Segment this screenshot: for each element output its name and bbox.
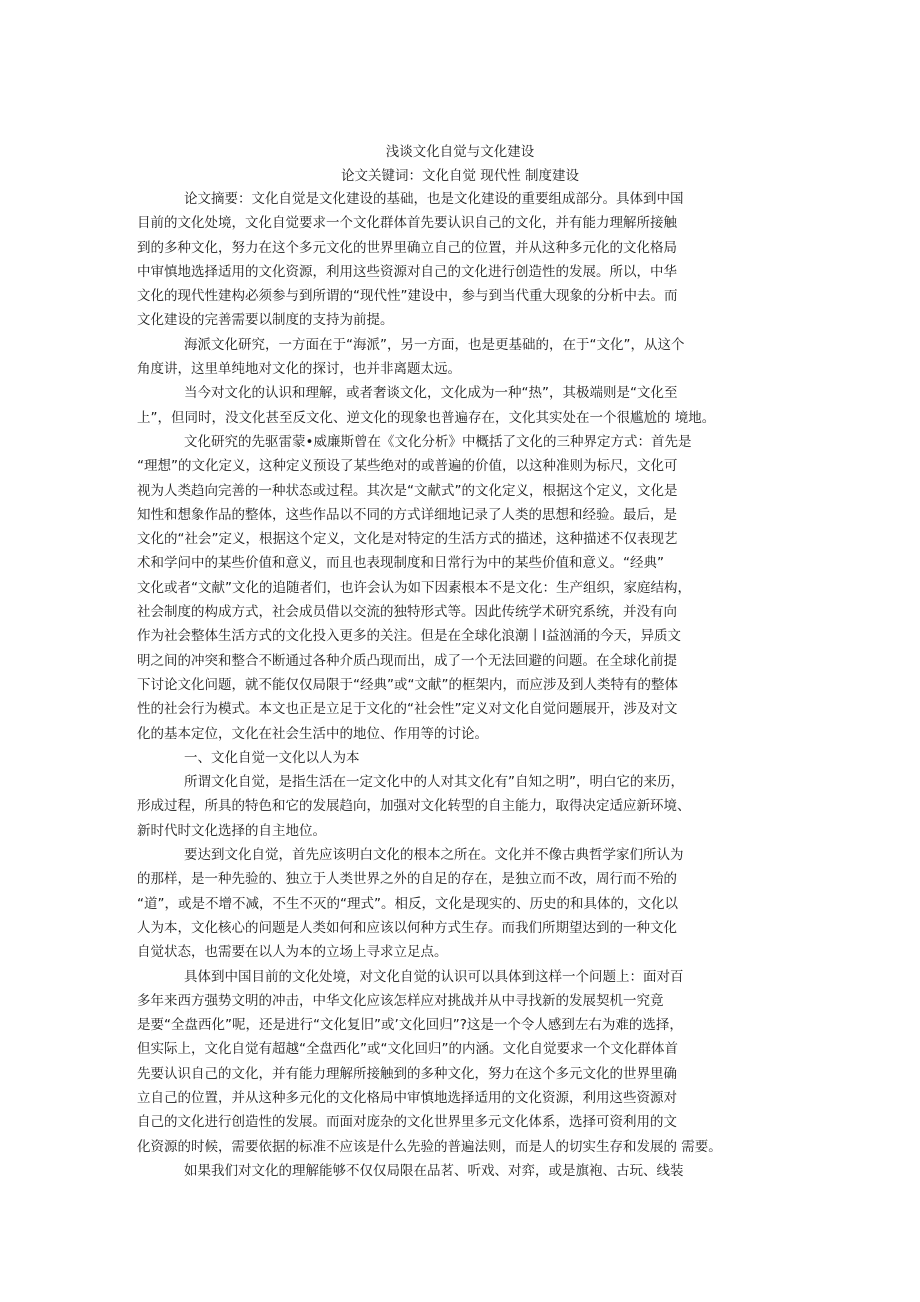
paragraph-line: 知性和想象作品的整体，这些作品以不同的方式详细地记录了人类的思想和经验。最后，是 xyxy=(137,506,677,523)
paragraph-line: 目前的文化处境，文化自觉要求一个文化群体首先要认识自己的文化，并有能力理解所接触 xyxy=(137,215,677,232)
paragraph-first-line: 当今对文化的认识和理解，或者奢谈文化，文化成为一种“热”，其极端则是“文化至 xyxy=(184,385,678,402)
paragraph-line: 性的社会行为模式。本文也正是立足于文化的“社会性”定义对文化自觉问题展开，涉及对文 xyxy=(137,701,678,718)
paragraph-line: 化资源的时候，需要依据的标准不应该是什么先验的普遍法则，而是人的切实生存和发展的 需要。 xyxy=(137,1138,722,1155)
document-body xyxy=(0,187,920,1183)
paragraph-line: 形成过程，所具的特色和它的发展趋向，加强对文化转型的自主能力，取得决定适应新环境、 xyxy=(137,798,691,815)
paragraph-line: 但实际上，文化自觉有超越“全盘西化”或“文化回归”的内涵。文化自觉要求一个文化群体首 xyxy=(137,1041,678,1058)
paragraph-line: 自觉状态，也需要在以人为本的立场上寻求立足点。 xyxy=(137,944,448,961)
paragraph-line: 角度讲，这里单纯地对文化的探讨，也并非离题太远。 xyxy=(137,361,461,378)
paragraph-line: “道”，或是不增不减，不生不灭的“理式”。相反，文化是现实的、历史的和具体的，文化以 xyxy=(137,895,678,912)
paragraph-line: 化的基本定位，文化在社会生活中的地位、作用等的讨论。 xyxy=(137,725,488,742)
paragraph-first-line: 一、文化自觉一文化以人为本 xyxy=(184,749,360,766)
paragraph-first-line: 论文摘要：文化自觉是文化建设的基础，也是文化建设的重要组成部分。具体到中国 xyxy=(184,191,684,207)
paragraph-line: “理想”的文化定义，这种定义预设了某些绝对的或普遍的价值，以这种准则为标尺，文化可 xyxy=(137,458,678,475)
paragraph-line: 是要“全盘西化”呢，还是进行“文化复旧”或’文化回归”?这是一个令人感到左右为难的选择， xyxy=(137,1017,683,1034)
paragraph-line: 立自己的位置，并从这种多元化的文化格局中审慎地选择适用的文化资源，利用这些资源对 xyxy=(137,1089,677,1106)
paragraph-line: 社会制度的构成方式，社会成员借以交流的独特形式等。因此传统学术研究系统，并没有向 xyxy=(137,604,677,621)
paragraph-line: 上”，但同时，没文化甚至反文化、逆文化的现象也普遍存在，文化其实处在一个很尴尬的 境地。 xyxy=(137,409,716,426)
paragraph-first-line: 如果我们对文化的理解能够不仅仅局限在品茗、听戏、对弈，或是旗袍、古玩、线装 xyxy=(184,1162,684,1179)
paragraph-first-line: 具体到中国目前的文化处境，对文化自觉的认识可以具体到这样一个问题上：面对百 xyxy=(184,968,684,985)
paragraph-first-line: 要达到文化自觉，首先应该明白文化的根本之所在。文化并不像古典哲学家们所认为 xyxy=(184,847,684,864)
paragraph-line: 视为人类趋向完善的一种状态或过程。其次是“文献式”的文化定义，根据这个定义，文化是 xyxy=(137,482,678,499)
paragraph-line: 中审慎地选择适用的文化资源，利用这些资源对自己的文化进行创造性的发展。所以，中华 xyxy=(137,263,677,280)
paragraph-line: 多年来西方强势文明的冲击，中华文化应该怎样应对挑战并从中寻找新的发展契机一究竟 xyxy=(137,992,664,1009)
paragraph-first-line: 文化研究的先驱雷蒙•威廉斯曾在《文化分析》中概括了文化的三种界定方式：首先是 xyxy=(184,433,692,450)
paragraph-line: 到的多种文化，努力在这个多元文化的世界里确立自己的位置，并从这种多元化的文化格局 xyxy=(137,239,677,256)
paragraph-line: 下讨论文化问题，就不能仅仅局限于“经典”或“文献”的框架内，而应涉及到人类特有的整体 xyxy=(137,676,678,693)
paragraph-line: 新时代时文化选择的自主地位。 xyxy=(137,822,326,839)
paragraph-first-line: 海派文化研究，一方面在于“海派”，另一方面，也是更基础的，在于“文化”，从这个 xyxy=(184,336,685,353)
document-title: 浅谈文化自觉与文化建设 xyxy=(385,144,535,160)
paragraph-line: 人为本，文化核心的问题是人类如何和应该以何种方式生存。而我们所期望达到的一种文化 xyxy=(137,919,677,936)
paragraph-line: 术和学问中的某些价值和意义，而且也表现制度和日常行为中的某些价值和意义。“经典” xyxy=(137,555,664,572)
paragraph-first-line: 所谓文化自觉，是指生活在一定文化中的人对其文化有”自知之明”，明白它的来历， xyxy=(184,774,684,791)
document-keywords: 论文关键词：文化自觉 现代性 制度建设 xyxy=(340,168,580,184)
paragraph-line: 文化建设的完善需要以制度的支持为前提。 xyxy=(137,312,394,329)
paragraph-line: 文化的“社会”定义，根据这个定义，文化是对特定的生活方式的描述，这种描述不仅表现艺 xyxy=(137,531,678,548)
paragraph-line: 文化的现代性建构必须参与到所谓的“现代性”建设中，参与到当代重大现象的分析中去。而 xyxy=(137,288,678,305)
paragraph-line: 作为社会整体生活方式的文化投入更多的关注。但是在全球化浪潮丨I益汹涌的今天，异质文 xyxy=(137,628,681,645)
paragraph-line: 明之间的冲突和整合不断通过各种介质凸现而出，成了一个无法回避的问题。在全球化前提 xyxy=(137,652,677,669)
paragraph-line: 的那样，是一种先验的、独立于人类世界之外的自足的存在，是独立而不改，周行而不殆的 xyxy=(137,871,677,888)
paragraph-line: 先要认识自己的文化，并有能力理解所接触到的多种文化，努力在这个多元文化的世界里确 xyxy=(137,1065,677,1082)
paragraph-line: 自己的文化进行创造性的发展。而面对庞杂的文化世界里多元文化体系，选择可资利用的文 xyxy=(137,1114,677,1131)
paragraph-line: 文化或者“文献”文化的追随者们，也许会认为如下因素根本不是文化：生产组织，家庭结构， xyxy=(137,579,691,596)
